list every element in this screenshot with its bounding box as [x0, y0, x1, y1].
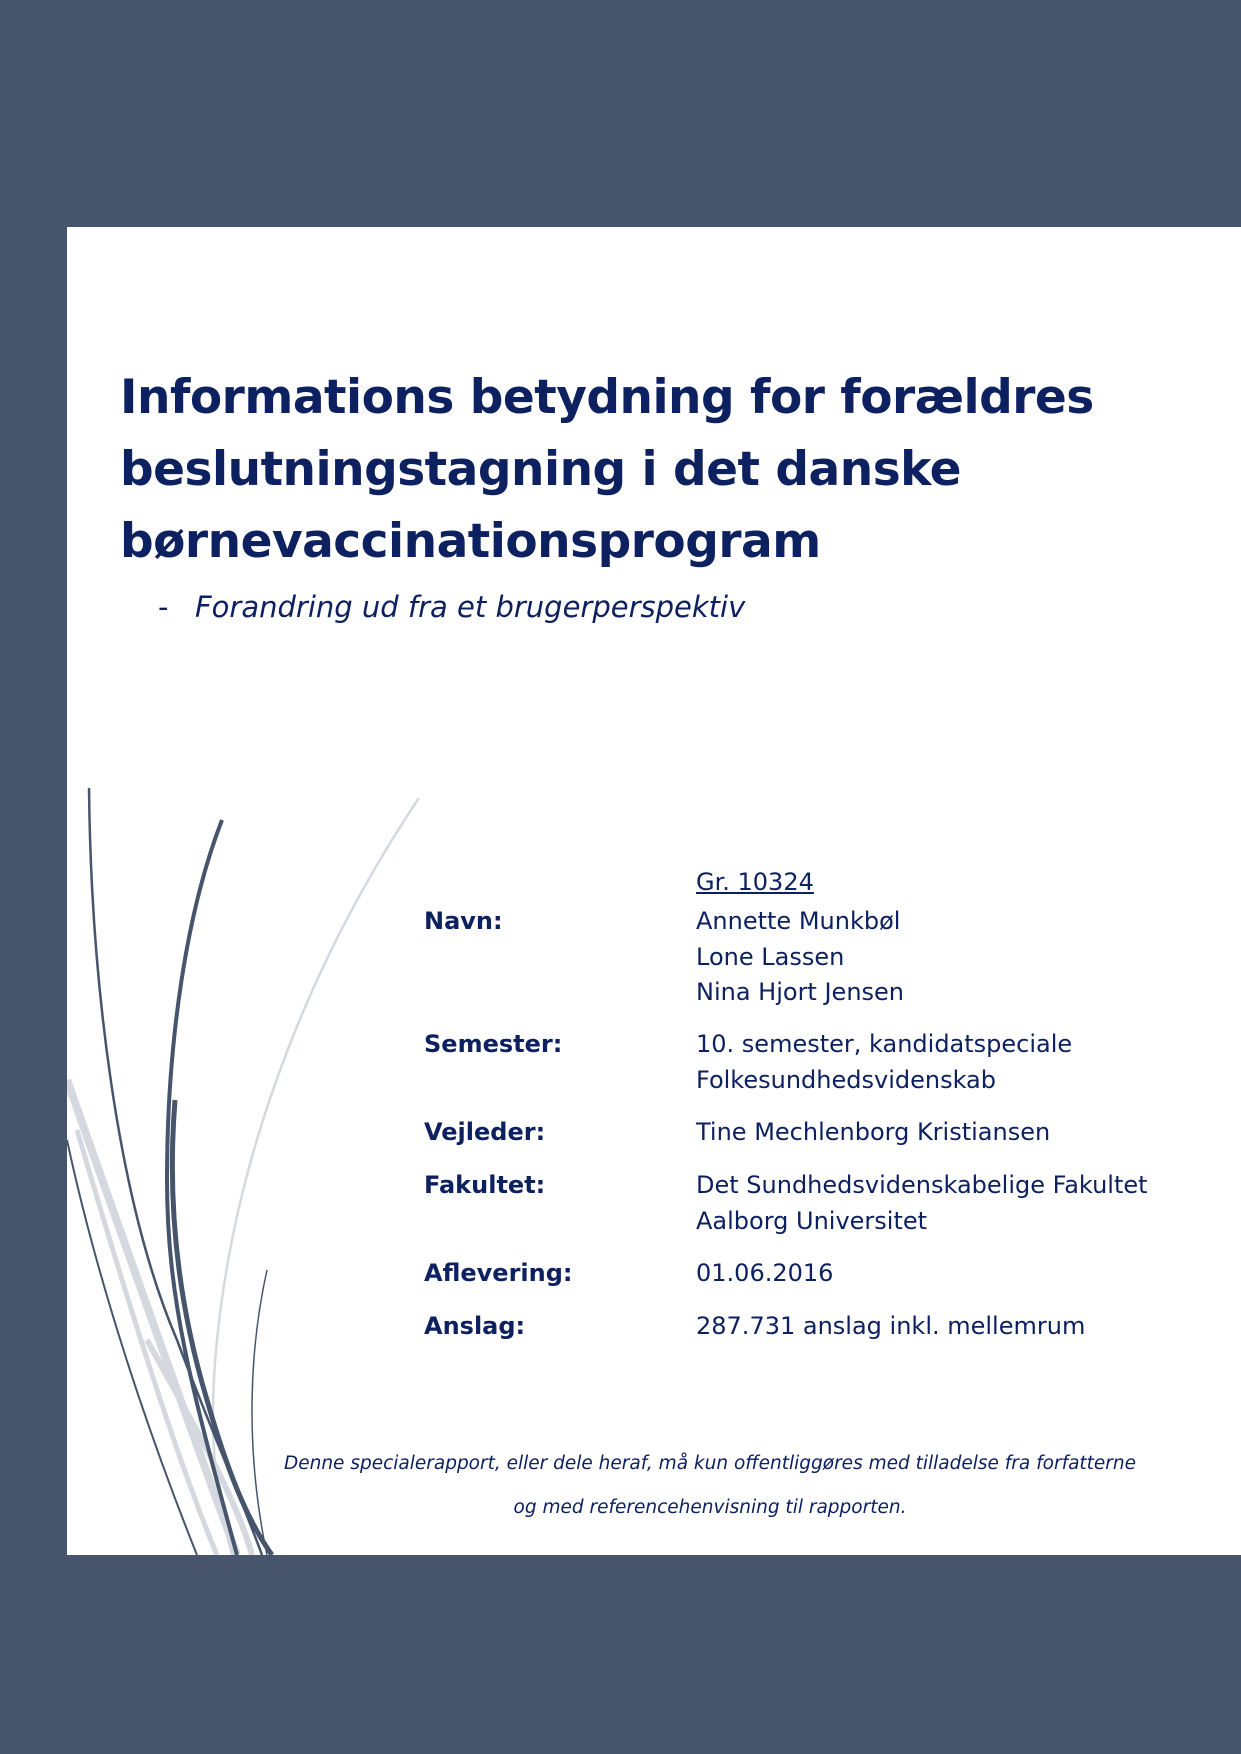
document-subtitle	[158, 590, 745, 624]
author-name: Lone Lassen	[696, 942, 845, 971]
info-value-line: Tine Mechlenborg Kristiansen	[696, 1118, 1051, 1146]
info-label: Fakultet:	[424, 1171, 546, 1199]
info-value	[696, 904, 1216, 1011]
subtitle-dash: -	[158, 590, 169, 624]
group-number: Gr. 10324	[696, 868, 814, 896]
subtitle-text: Forandring ud fra et brugerperspektiv	[195, 590, 746, 624]
author-name: Annette Munkbøl	[696, 907, 901, 935]
info-label: Anslag:	[424, 1312, 526, 1340]
info-value	[696, 1256, 1216, 1292]
top-band	[0, 0, 1241, 227]
document-title	[120, 362, 1200, 578]
left-band	[0, 0, 67, 1754]
title-line: børnevaccinationsprogram	[120, 514, 821, 569]
info-label: Navn:	[424, 907, 503, 935]
bottom-band	[0, 1555, 1241, 1754]
info-value-line: Aalborg Universitet	[696, 1206, 928, 1235]
info-value-line: 10. semester, kandidatspeciale	[696, 1030, 1073, 1058]
title-line: Informations betydning for forældres	[120, 370, 1094, 425]
info-label: Semester:	[424, 1030, 563, 1058]
info-value	[696, 1309, 1216, 1345]
info-value-line: Folkesundhedsvidenskab	[696, 1065, 996, 1094]
info-label: Aflevering:	[424, 1259, 573, 1287]
decorative-swoosh-graphic	[67, 780, 427, 1555]
info-value-line: Det Sundhedsvidenskabelige Fakultet	[696, 1171, 1148, 1199]
info-value	[696, 1027, 1216, 1098]
info-value	[696, 1115, 1216, 1151]
author-name: Nina Hjort Jensen	[696, 978, 905, 1006]
info-value-line: 287.731 anslag inkl. mellemrum	[696, 1312, 1086, 1340]
title-line: beslutningstagning i det danske	[120, 442, 962, 497]
info-value-line: 01.06.2016	[696, 1259, 834, 1287]
notice-line: Denne specialerapport, eller dele heraf, må kun offentliggøres med tilladelse fra forfatterne	[283, 1453, 1137, 1474]
publication-notice	[240, 1442, 1180, 1530]
notice-line: og med referencehenvisning til rapporten.	[513, 1497, 907, 1518]
info-value	[696, 1168, 1216, 1239]
info-label: Vejleder:	[424, 1118, 546, 1146]
